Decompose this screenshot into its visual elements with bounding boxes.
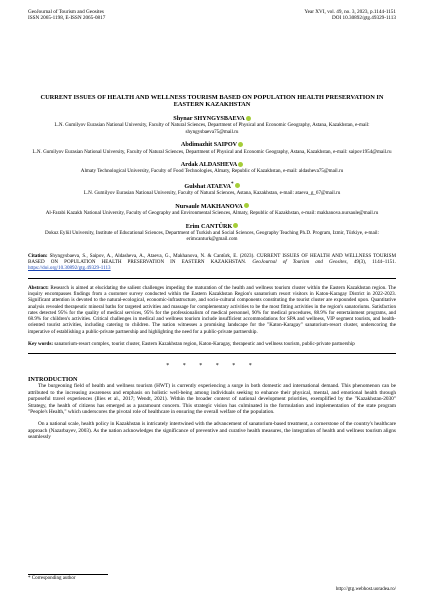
orcid-icon[interactable] — [235, 183, 240, 188]
abstract-label: Abstract: — [28, 284, 49, 291]
orcid-icon[interactable] — [233, 223, 238, 228]
journal-name: GeoJournal of Tourism and Geosites — [28, 9, 104, 15]
citation — [28, 253, 396, 272]
keywords — [28, 341, 396, 347]
footnote-divider — [28, 574, 108, 575]
section-separator: * * * * * * — [166, 363, 258, 370]
author-affiliation: Dokuz Eylül University, Institute of Educational Sciences, Department of Turkish and Social Sciences, Geography Teaching Ph.D. Program, Izmir, Türkiye, e-mail: erimcanturk@gmail.com — [44, 229, 380, 243]
citation-journal: GeoJournal of Tourism and Geosites — [252, 259, 347, 266]
keywords-text: sanatorium-resort complex, tourist cluster, Eastern Kazakhstan region, Katon-Karagay, therapeutic and wellness tourism, public-private partnership — [54, 341, 355, 348]
corresponding-mark: * — [231, 180, 234, 187]
author-affiliation: Al-Farabi Kazakh National University, Faculty of Geography and Environmental Sciences, Almaty, Republic of Kazakhstan, e-mail: makhanova.nursaule@mail.ru — [45, 210, 379, 217]
author-name: Ardak ALDASHEVA — [28, 161, 396, 168]
author-affiliation: L.N. Gumilyov Eurasian National University, Faculty of Natural Sciences, Department of Physical and Economic Geography, Astana, Kazakhstan, e-mail: shyngysbaeva75@mail.ru — [54, 122, 370, 135]
issn: ISSN 2065-1198, E-ISSN 2065-0817 — [28, 15, 106, 22]
author-block — [28, 203, 396, 217]
divider — [28, 278, 396, 279]
divider — [28, 353, 396, 354]
orcid-icon[interactable] — [244, 203, 249, 208]
section-heading-introduction: INTRODUCTION — [28, 376, 78, 384]
citation-details: , 49(3), 1144–1151. — [346, 259, 396, 266]
citation-doi-link[interactable]: https://doi.org/10.30892/gtg.49329-1113 — [28, 265, 111, 272]
author-block — [28, 141, 396, 155]
author-block — [28, 115, 396, 135]
author-affiliation: L.N. Gumilyov Eurasian National University, Faculty of Natural Sciences, Department of Physical and Economic Geography, Astana, Kazakhstan, e-mail: saipov1954@mail.ru — [32, 148, 392, 155]
author-affiliation: L.N. Gumilyov Eurasian National University, Faculty of Natural Sciences, Astana, Kazakhstan, e-mail: ataeva_g_67@mail.ru — [83, 190, 341, 197]
orcid-icon[interactable] — [246, 116, 251, 121]
footnote: * Corresponding author — [28, 576, 76, 581]
author-name: Shynar SHYNGYSBAEVA — [28, 115, 396, 122]
abstract-text: Research is aimed at elucidating the salient challenges impeding the maturation of the health and wellness tourism cluster within the Eastern Kazakhstan region. The inquiry encompasses findings from a customer survey conducted within the Eastern Kazakhstan Region's sanatorium resort visitors in Katon-Karagay District in 2022-2023. Significant attention is devoted to the natural-ecological, economic-infrastructure, and socio-cultural components constituting the tourist cluster are expounded upon. Quantitative analysis revealed therapeutic mineral baths for targeted activities and massage for complementary activities to be the most fitting activities in the region's sanatoriums. Satisfaction rates detected 95% for the quality of medical services, 95% for the professionalism of medical personnel, 90% for medical procedures, 88.9% for entertainment programs, and 68.9% for children's activities. Critical challenges in medical and wellness tourism include insufficient accommodations for SPA and wellness, VIP segment tourists, and health-oriented tourist activities, including catering to children. The nation witnesses a promising landscape for the "Katon-Karagay" sanatorium-resort cluster, underscoring the imperative of establishing a public-private partnership and highlighting the need for a public-private partnership. — [28, 284, 396, 335]
author-block — [28, 161, 396, 175]
author-affiliation: Almaty Technological University, Faculty of Food Technologies, Almaty, Republic of Kazakhstan, e-mail: aldasheva75@mail.ru — [80, 168, 344, 175]
author-name: Abdimazhit SAIPOV — [28, 141, 396, 148]
running-header — [28, 9, 396, 22]
author-block — [28, 223, 396, 243]
volume-info: Year XVI, vol. 49, no. 3, 2023, p.1144-1151 — [304, 9, 396, 15]
paragraph: On a national scale, health policy in Kazakhstan is intricately intertwined with the advancement of sanatorium-based treatment, a cornerstone of the country's healthcare approach (Nazarbayev, 2003). As the nation acknowledges the significance of preventive and curative health measures, the integration of health and wellness tourism aligns seamlessly — [28, 421, 396, 441]
doi: DOI 10.30892/gtg.49329-1113 — [331, 15, 396, 22]
orcid-icon[interactable] — [238, 142, 243, 147]
author-name: Erim CANTÜRK — [28, 223, 396, 230]
header-right — [304, 9, 396, 22]
paragraph: The burgeoning field of health and wellness tourism (HWT) is currently experiencing a surge in both domestic and international demand. This phenomenon can be attributed to the increasing awareness and emphasis on holistic well-being among individuals seeking to enhance their physical, mental, and emotional health through purposeful travel experiences (Ilies et al., 2017; Wendt, 2021). Within the broader context of national development priorities, exemplified by the "Kazakhstan-2030" Strategy, the health of citizens has emerged as a paramount concern. This strategic vision has culminated in the formulation and implementation of the state program "People's Health," which underscores the pivotal role of healthcare in ensuring the overall welfare of the population. — [28, 383, 396, 416]
author-name: Nursaule MAKHANOVA — [28, 203, 396, 210]
paper-title: CURRENT ISSUES OF HEALTH AND WELLNESS TOURISM BASED ON POPULATION HEALTH PRESERVATION IN EASTERN KAZAKHSTAN — [40, 93, 384, 109]
author-name: Gulshat ATAEVA* — [28, 181, 396, 190]
abstract — [28, 285, 396, 335]
orcid-icon[interactable] — [238, 162, 243, 167]
footer-url[interactable]: http://gtg.webhost.uoradea.ro/ — [335, 587, 396, 592]
author-block — [28, 181, 396, 197]
citation-authors: Shyngysbaeva, S., Saipov, A., Aldasheva, A., Ataeva, G., Makhanova, N. & Cantürk, E. (2023). CURRENT ISSUES OF HEALTH AND WELLNESS TOURISM BASED ON POPULATION HEALTH PRESERVATION IN EASTERN KAZAKHSTAN. — [28, 252, 396, 266]
citation-label: Citation: — [28, 252, 48, 259]
keywords-label: Key words: — [28, 341, 54, 348]
header-left — [28, 9, 105, 22]
